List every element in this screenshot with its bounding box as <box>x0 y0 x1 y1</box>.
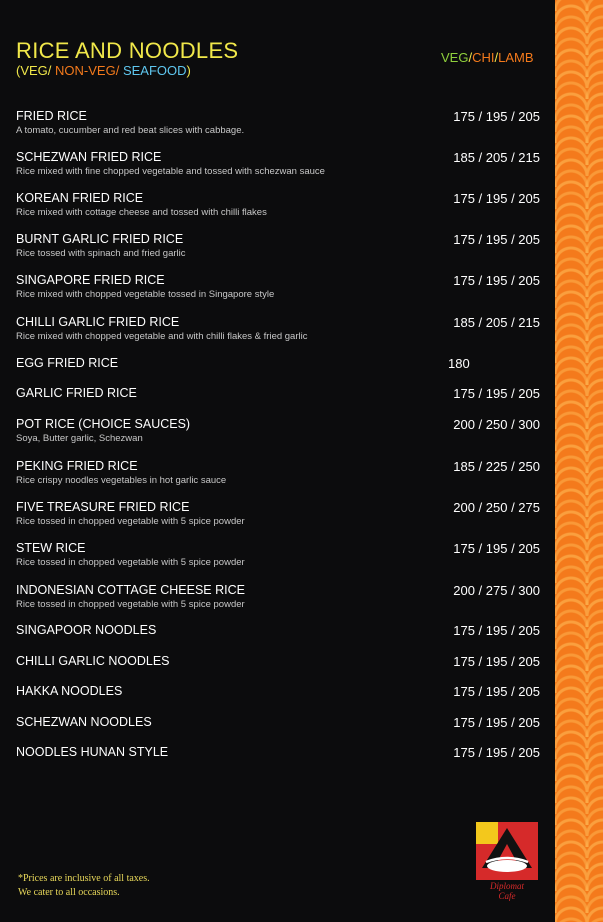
legend-separator: / <box>468 50 473 65</box>
item-name: FIVE TREASURE FRIED RICE <box>16 500 190 514</box>
item-price: 200 / 250 / 300 <box>453 417 540 432</box>
item-description: Rice mixed with chopped vegetable tossed in Singapore style <box>16 289 275 300</box>
legend-veg: VEG <box>441 50 469 65</box>
item-name: EGG FRIED RICE <box>16 356 119 370</box>
item-name: CHILLI GARLIC NOODLES <box>16 654 170 668</box>
item-description: Rice tossed in chopped vegetable with 5 spice powder <box>16 557 245 568</box>
item-name: FRIED RICE <box>16 109 87 123</box>
item-name: SINGAPORE FRIED RICE <box>16 273 165 287</box>
page-title: RICE AND NOODLES <box>16 38 239 63</box>
item-price: 175 / 195 / 205 <box>453 623 540 638</box>
logo-name-line2: Cafe <box>498 891 516 901</box>
item-price: 185 / 205 / 215 <box>453 315 540 330</box>
item-name: INDONESIAN COTTAGE CHEESE RICE <box>16 583 245 597</box>
item-name: KOREAN FRIED RICE <box>16 191 144 205</box>
item-description: Rice tossed in chopped vegetable with 5 spice powder <box>16 599 245 610</box>
logo-name-line1: Diplomat <box>489 881 524 891</box>
item-name: SCHEZWAN FRIED RICE <box>16 150 162 164</box>
item-name: CHILLI GARLIC FRIED RICE <box>16 315 180 329</box>
item-price: 175 / 195 / 205 <box>453 386 540 401</box>
item-description: Soya, Butter garlic, Schezwan <box>16 433 143 444</box>
item-price: 185 / 205 / 215 <box>453 150 540 165</box>
item-price: 175 / 195 / 205 <box>453 715 540 730</box>
item-name: PEKING FRIED RICE <box>16 459 138 473</box>
legend-chi: CHI <box>472 50 495 65</box>
item-description: Rice mixed with cottage cheese and tossed with chilli flakes <box>16 207 267 218</box>
item-price: 200 / 250 / 275 <box>453 500 540 515</box>
item-price: 185 / 225 / 250 <box>453 459 540 474</box>
item-name: NOODLES HUNAN STYLE <box>16 745 169 759</box>
subtitle-nonveg: NON-VEG/ <box>55 63 120 78</box>
legend-separator: / <box>494 50 499 65</box>
item-name: GARLIC FRIED RICE <box>16 386 137 400</box>
item-name: POT RICE (CHOICE SAUCES) <box>16 417 191 431</box>
item-name: BURNT GARLIC FRIED RICE <box>16 232 184 246</box>
item-price: 175 / 195 / 205 <box>453 273 540 288</box>
item-price: 200 / 275 / 300 <box>453 583 540 598</box>
logo-yellow-block <box>476 822 498 844</box>
item-price: 175 / 195 / 205 <box>453 109 540 124</box>
item-name: SINGAPOOR NOODLES <box>16 623 157 637</box>
item-price: 175 / 195 / 205 <box>453 654 540 669</box>
item-description: Rice mixed with fine chopped vegetable and tossed with schezwan sauce <box>16 166 325 177</box>
tax-note: *Prices are inclusive of all taxes. <box>18 873 150 884</box>
cafe-logo-icon <box>476 822 538 880</box>
decorative-side-strip <box>555 0 603 922</box>
item-description: Rice mixed with chopped vegetable and with chilli flakes & fried garlic <box>16 331 308 342</box>
catering-note: We cater to all occasions. <box>18 887 120 898</box>
item-description: Rice tossed in chopped vegetable with 5 spice powder <box>16 516 245 527</box>
item-price: 175 / 195 / 205 <box>453 541 540 556</box>
item-price: 175 / 195 / 205 <box>453 191 540 206</box>
subtitle-seafood: SEAFOOD <box>122 63 187 78</box>
price-legend <box>441 50 534 65</box>
item-description: A tomato, cucumber and red beat slices with cabbage. <box>16 125 245 136</box>
item-name: STEW RICE <box>16 541 86 555</box>
category-subtitle <box>16 63 191 78</box>
item-price: 175 / 195 / 205 <box>453 232 540 247</box>
item-price: 175 / 195 / 205 <box>453 684 540 699</box>
item-price: 175 / 195 / 205 <box>453 745 540 760</box>
logo-plate <box>487 860 527 872</box>
item-price: 180 <box>448 356 470 371</box>
item-name: SCHEZWAN NOODLES <box>16 715 152 729</box>
item-name: HAKKA NOODLES <box>16 684 123 698</box>
cafe-logo-name <box>470 881 544 901</box>
subtitle-veg: VEG/ <box>20 63 52 78</box>
item-description: Rice crispy noodles vegetables in hot garlic sauce <box>16 475 227 486</box>
legend-lamb: LAMB <box>498 50 534 65</box>
item-description: Rice tossed with spinach and fried garlic <box>16 248 186 259</box>
price-footnote <box>18 872 150 900</box>
subtitle-close: ) <box>186 63 191 78</box>
subtitle-open: ( <box>16 63 21 78</box>
